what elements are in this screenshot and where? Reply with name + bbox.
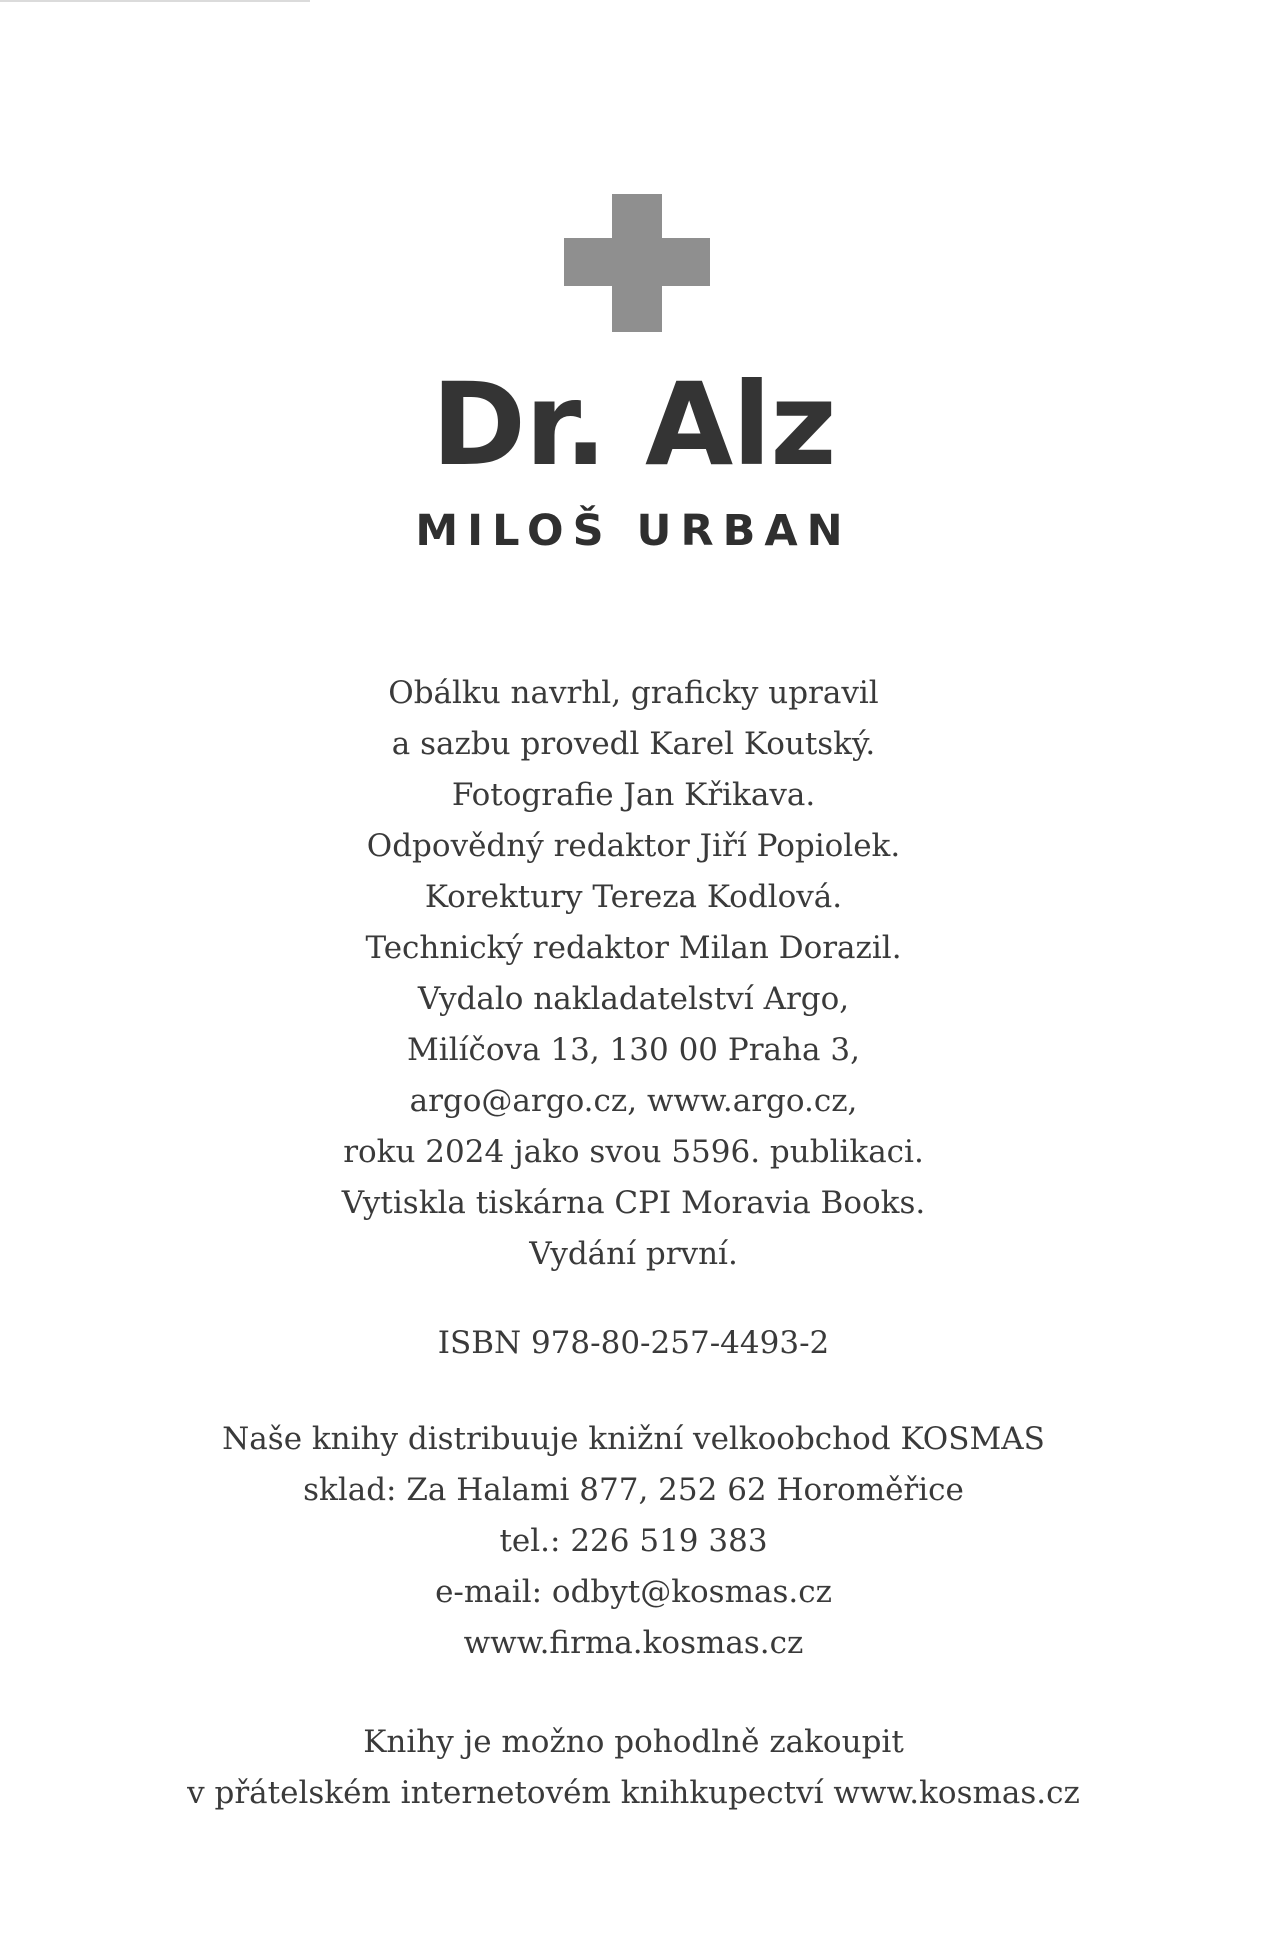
distribution-line: sklad: Za Halami 877, 252 62 Horoměřice: [303, 1472, 964, 1508]
distribution-line: e-mail: odbyt@kosmas.cz: [435, 1574, 832, 1610]
credit-line: roku 2024 jako svou 5596. publikaci.: [343, 1134, 924, 1170]
distribution-line: www.firma.kosmas.cz: [463, 1625, 804, 1661]
distribution-line: Naše knihy distribuuje knižní velkoobchod KOSMAS: [222, 1421, 1045, 1457]
credit-line: a sazbu provedl Karel Koutský.: [391, 726, 876, 762]
credit-line: Vytiskla tiskárna CPI Moravia Books.: [341, 1185, 926, 1221]
distribution-line: tel.: 226 519 383: [499, 1523, 768, 1559]
medical-cross-icon: [564, 194, 710, 332]
credit-line: Milíčova 13, 130 00 Praha 3,: [407, 1032, 860, 1068]
credit-line: Odpovědný redaktor Jiří Popiolek.: [366, 828, 901, 864]
book-title: Dr. Alz: [431, 358, 836, 491]
credit-line: Fotografie Jan Křikava.: [451, 777, 816, 813]
footer-note-line: v přátelském internetovém knihkupectví www.kosmas.cz: [187, 1775, 1080, 1811]
isbn-block: [0, 1318, 1267, 1369]
distribution-block: [0, 1414, 1267, 1669]
credit-line: Technický redaktor Milan Dorazil.: [365, 930, 902, 966]
credit-line: argo@argo.cz, www.argo.cz,: [409, 1083, 858, 1119]
credit-line: Vydalo nakladatelství Argo,: [417, 981, 850, 1017]
scan-edge-line: [0, 0, 310, 2]
cross-horizontal-bar: [564, 238, 710, 286]
credit-line: Vydání první.: [529, 1236, 738, 1272]
credit-line: Korektury Tereza Kodlová.: [424, 879, 843, 915]
credits-block: [0, 668, 1267, 1280]
credit-line: Obálku navrhl, graficky upravil: [388, 675, 879, 711]
footer-note-line: Knihy je možno pohodlně zakoupit: [363, 1724, 904, 1760]
author-name: MILOŠ URBAN: [415, 506, 852, 556]
footer-note-block: [0, 1717, 1267, 1819]
isbn-number: ISBN 978-80-257-4493-2: [437, 1325, 830, 1361]
